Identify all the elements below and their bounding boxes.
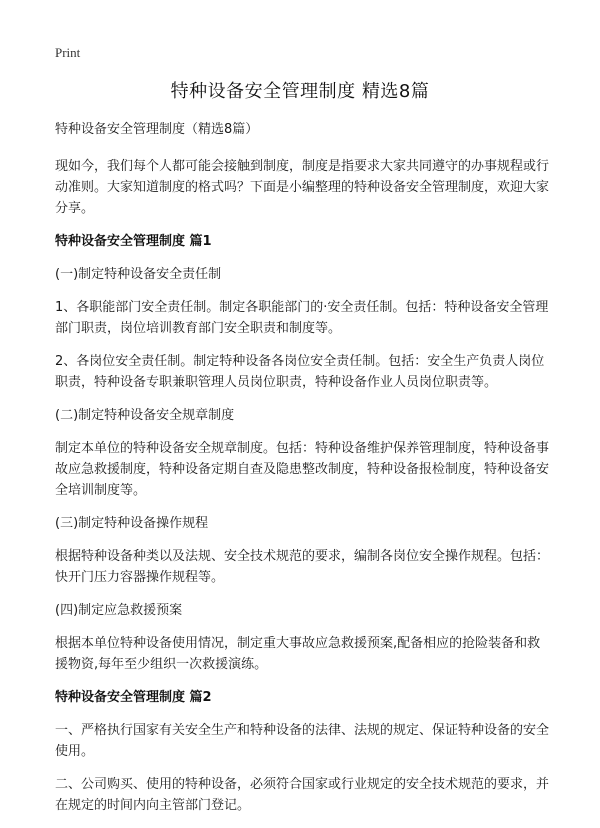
intro-paragraph: 现如今，我们每个人都可能会接触到制度，制度是指要求大家共同遵守的办事规程或行动准则。大家知道制度的格式吗？下面是小编整理的特种设备安全管理制度，欢迎大家分享。 bbox=[55, 159, 550, 216]
paragraph: 制定本单位的特种设备安全规章制度。包括：特种设备维护保养管理制度，特种设备事故应急救援制度，特种设备定期自查及隐患整改制度，特种设备报检制度，特种设备安全培训制度等。 bbox=[55, 441, 550, 498]
paragraph: (四)制定应急救援预案 bbox=[55, 603, 183, 618]
document-subtitle: 特种设备安全管理制度（精选8篇） bbox=[55, 122, 259, 137]
paragraph: (三)制定特种设备操作规程 bbox=[55, 516, 209, 531]
paragraph: 1、各职能部门安全责任制。制定各职能部门的·安全责任制。包括：特种设备安全管理部门职责，岗位培训教育部门安全职责和制度等。 bbox=[55, 300, 549, 336]
print-label[interactable]: Print bbox=[55, 45, 81, 60]
section-heading: 特种设备安全管理制度 篇1 bbox=[55, 234, 212, 249]
paragraph: 根据特种设备种类以及法规、安全技术规范的要求，编制各岗位安全操作规程。包括：快开门压力容器操作规程等。 bbox=[55, 549, 550, 585]
paragraph: 根据本单位特种设备使用情况，制定重大事故应急救援预案,配备相应的抢险装备和救援物资,每年至少组织一次救援演练。 bbox=[55, 636, 541, 672]
document-title: 特种设备安全管理制度 精选8篇 bbox=[170, 81, 430, 102]
paragraph: (二)制定特种设备安全规章制度 bbox=[55, 408, 235, 423]
paragraph: 一、严格执行国家有关安全生产和特种设备的法律、法规的规定、保证特种设备的安全使用。 bbox=[55, 723, 550, 759]
paragraph: 2、各岗位安全责任制。制定特种设备各岗位安全责任制。包括：安全生产负责人岗位职责，特种设备专职兼职管理人员岗位职责，特种设备作业人员岗位职责等。 bbox=[55, 354, 545, 390]
paragraph: 二、公司购买、使用的特种设备，必须符合国家或行业规定的安全技术规范的要求，并在规定的时间内向主管部门登记。 bbox=[55, 777, 550, 813]
document-body bbox=[55, 119, 550, 828]
paragraph: (一)制定特种设备安全责任制 bbox=[55, 267, 222, 282]
section-heading: 特种设备安全管理制度 篇2 bbox=[55, 690, 212, 705]
